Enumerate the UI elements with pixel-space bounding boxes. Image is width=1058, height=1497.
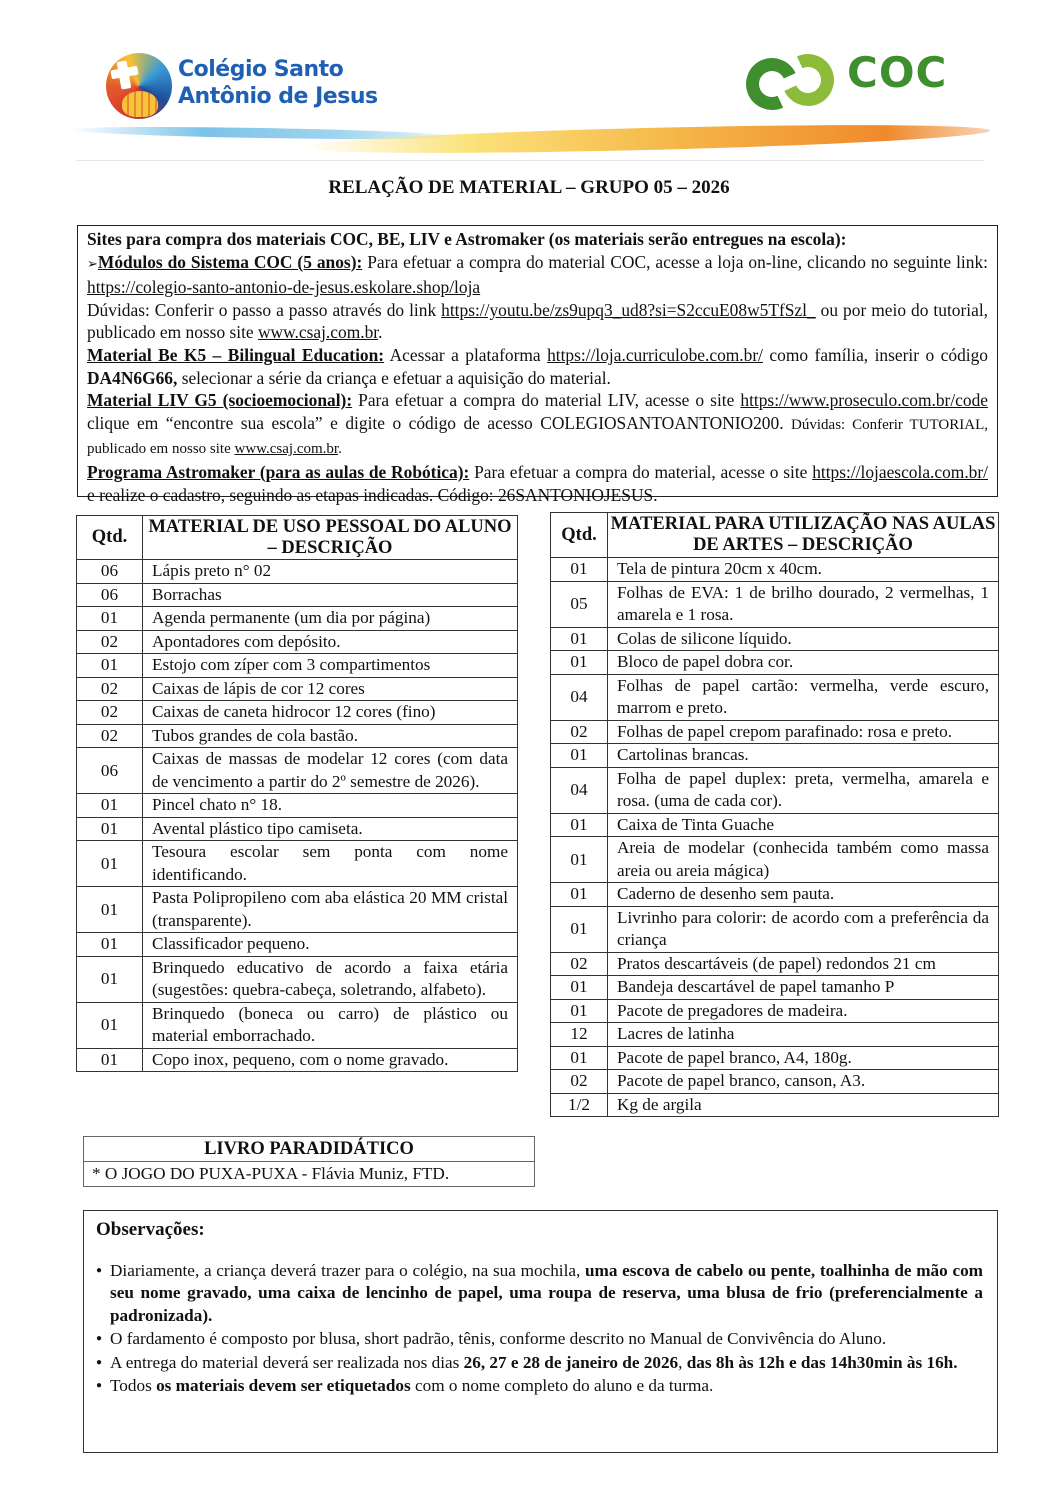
table-row: [551, 976, 999, 1000]
coc-instructions: ➢Módulos do Sistema COC (5 anos): Para efetuar a compra do material COC, acesse a loja on-line, clicando no seguinte link: https://colegio-santo-antonio-de-jesus.eskolare.shop/loja: [87, 251, 988, 298]
description-cell: Agenda permanente (um dia por página): [143, 607, 518, 631]
description-cell: Caderno de desenho sem pauta.: [608, 883, 999, 907]
quantity-cell: 12: [551, 1023, 608, 1047]
table-row: [77, 794, 518, 818]
quantity-cell: 02: [551, 1070, 608, 1094]
quantity-cell: 05: [551, 581, 608, 627]
youtube-tutorial-link[interactable]: https://youtu.be/zs9upq3_ud8?si=S2ccuE08w5TfSzl_: [441, 299, 816, 320]
quantity-cell: 01: [77, 654, 143, 678]
school-logo: [106, 50, 406, 122]
table-row: [77, 887, 518, 933]
quantity-cell: 02: [77, 677, 143, 701]
description-cell: Caixas de massas de modelar 12 cores (com data de vencimento a partir do 2º semestre de 2026).: [143, 748, 518, 794]
quantity-cell: 02: [551, 720, 608, 744]
observation-item: ● O fardamento é composto por blusa, short padrão, tênis, conforme descrito no Manual de Convivência do Aluno.: [96, 1328, 983, 1351]
arrow-bullet-icon: ➢: [87, 256, 98, 272]
quantity-cell: 01: [551, 1046, 608, 1070]
description-cell: Avental plástico tipo camiseta.: [143, 817, 518, 841]
table-row: [551, 744, 999, 768]
quantity-cell: 01: [77, 1002, 143, 1048]
table-row: [551, 952, 999, 976]
arts-material-table: [550, 512, 999, 1117]
table-row: [77, 841, 518, 887]
description-cell: Classificador pequeno.: [143, 933, 518, 957]
be-code: DA4N6G66,: [87, 367, 178, 388]
description-cell: Folhas de papel crepom parafinado: rosa e preto.: [608, 720, 999, 744]
table-row: [551, 906, 999, 952]
quantity-cell: 04: [551, 767, 608, 813]
description-cell: Borrachas: [143, 583, 518, 607]
curriculobe-link[interactable]: https://loja.curriculobe.com.br/: [547, 344, 763, 365]
table-row: [551, 558, 999, 582]
csaj-site-link[interactable]: www.csaj.com.br: [258, 322, 379, 343]
description-cell: Pincel chato n° 18.: [143, 794, 518, 818]
table-row: [77, 677, 518, 701]
description-cell: Pratos descartáveis (de papel) redondos 21 cm: [608, 952, 999, 976]
bullet-icon: ●: [96, 1380, 103, 1391]
description-cell: Apontadores com depósito.: [143, 630, 518, 654]
table-row: [551, 1046, 999, 1070]
description-cell: Tesoura escolar sem ponta com nome identificando.: [143, 841, 518, 887]
table-row: [77, 724, 518, 748]
lojaescola-link[interactable]: https://lojaescola.com.br/: [812, 461, 988, 482]
description-cell: Caixas de lápis de cor 12 cores: [143, 677, 518, 701]
description-cell: Pacote de papel branco, canson, A3.: [608, 1070, 999, 1094]
description-cell: Caixas de caneta hidrocor 12 cores (fino): [143, 701, 518, 725]
quantity-cell: 01: [77, 956, 143, 1002]
personal-material-table: [76, 515, 518, 1072]
table-header-row: [77, 516, 518, 560]
purchase-sites-box: [77, 225, 998, 505]
quantity-cell: 01: [77, 933, 143, 957]
bullet-icon: ●: [96, 1264, 103, 1276]
quantity-cell: 01: [77, 607, 143, 631]
table-row: [551, 720, 999, 744]
proseculo-link[interactable]: https://www.proseculo.com.br/code: [740, 390, 988, 411]
table-row: [77, 654, 518, 678]
description-cell: Pacote de papel branco, A4, 180g.: [608, 1046, 999, 1070]
quantity-cell: 01: [77, 817, 143, 841]
quantity-cell: 01: [551, 976, 608, 1000]
quantity-cell: 06: [77, 748, 143, 794]
table-body: [77, 560, 518, 1072]
table-row: [551, 1070, 999, 1094]
quantity-cell: 01: [551, 906, 608, 952]
quantity-cell: 02: [77, 724, 143, 748]
quantity-cell: 02: [551, 952, 608, 976]
be-instructions: Material Be K5 – Bilingual Education: Acessar a plataforma https://loja.curriculobe.com.br/ como família, inserir o código DA4N6G66, selecionar a série da criança e efetuar a aquisição do material.: [87, 344, 988, 388]
table-row: [551, 627, 999, 651]
description-cell: Lacres de latinha: [608, 1023, 999, 1047]
observations-box: [83, 1210, 998, 1453]
table-row: [551, 883, 999, 907]
table-row: [77, 933, 518, 957]
table-body: [551, 558, 999, 1117]
observation-item: ● A entrega do material deverá ser realizada nos dias 26, 27 e 28 de janeiro de 2026, das 8h às 12h e das 14h30min às 16h.: [96, 1352, 983, 1375]
table-row: [77, 607, 518, 631]
table-row: [77, 956, 518, 1002]
description-cell: Copo inox, pequeno, com o nome gravado.: [143, 1048, 518, 1072]
coc-wordmark: COC: [847, 48, 948, 97]
quantity-cell: 01: [551, 651, 608, 675]
letterhead: [0, 0, 1058, 165]
shell-icon: [122, 91, 158, 117]
table-row: [77, 1048, 518, 1072]
description-cell: Folha de papel duplex: preta, vermelha, amarela e rosa. (uma de cada cor).: [608, 767, 999, 813]
sites-heading: Sites para compra dos materiais COC, BE, LIV e Astromaker (os materiais serão entregues na escola):: [87, 229, 847, 249]
quantity-cell: 01: [551, 744, 608, 768]
quantity-cell: 01: [551, 999, 608, 1023]
description-cell: Brinquedo educativo de acordo a faixa etária (sugestões: quebra-cabeça, soletrando, alfabeto).: [143, 956, 518, 1002]
divider: [76, 160, 984, 161]
table-row: [551, 581, 999, 627]
description-cell: Kg de argila: [608, 1093, 999, 1117]
quantity-cell: 01: [77, 887, 143, 933]
coc-doubts: Dúvidas: Conferir o passo a passo através do link https://youtu.be/zs9upq3_ud8?si=S2ccuE08w5TfSzl_ ou por meio do tutorial, publicado em nosso site www.csaj.com.br.: [87, 299, 988, 343]
description-cell: Pasta Polipropileno com aba elástica 20 MM cristal (transparente).: [143, 887, 518, 933]
description-cell: Lápis preto n° 02: [143, 560, 518, 584]
school-name: Colégio Santo Antônio de Jesus: [178, 57, 378, 109]
description-cell: Colas de silicone líquido.: [608, 627, 999, 651]
column-header-qty: Qtd.: [551, 513, 608, 558]
table-row: [551, 1093, 999, 1117]
page-title: RELAÇÃO DE MATERIAL – GRUPO 05 – 2026: [328, 177, 730, 198]
quantity-cell: 01: [551, 837, 608, 883]
column-header-description: MATERIAL PARA UTILIZAÇÃO NAS AULAS DE ARTES – DESCRIÇÃO: [608, 513, 999, 558]
quantity-cell: 1/2: [551, 1093, 608, 1117]
quantity-cell: 01: [551, 627, 608, 651]
description-cell: Tubos grandes de cola bastão.: [143, 724, 518, 748]
quantity-cell: 02: [77, 630, 143, 654]
coc-logo: [742, 48, 962, 118]
column-header-description: MATERIAL DE USO PESSOAL DO ALUNO – DESCRIÇÃO: [143, 516, 518, 560]
quantity-cell: 01: [77, 841, 143, 887]
book-table-header: LIVRO PARADIDÁTICO: [84, 1137, 535, 1162]
observations-heading: Observações:: [96, 1219, 205, 1240]
table-row: [77, 560, 518, 584]
quantity-cell: 06: [77, 583, 143, 607]
table-row: [77, 817, 518, 841]
table-row: [551, 813, 999, 837]
table-row: [77, 748, 518, 794]
observation-item: ● Todos os materiais devem ser etiquetados com o nome completo do aluno e da turma.: [96, 1375, 983, 1398]
description-cell: Cartolinas brancas.: [608, 744, 999, 768]
description-cell: Caixa de Tinta Guache: [608, 813, 999, 837]
description-cell: Bloco de papel dobra cor.: [608, 651, 999, 675]
coc-store-link[interactable]: https://colegio-santo-antonio-de-jesus.eskolare.shop/loja: [87, 277, 481, 298]
description-cell: Pacote de pregadores de madeira.: [608, 999, 999, 1023]
table-row: [551, 651, 999, 675]
table-row: [551, 1023, 999, 1047]
school-emblem-icon: [106, 53, 172, 119]
table-row: [77, 630, 518, 654]
csaj-site-link[interactable]: www.csaj.com.br: [234, 441, 339, 458]
table-row: [551, 674, 999, 720]
quantity-cell: 01: [77, 1048, 143, 1072]
description-cell: Tela de pintura 20cm x 40cm.: [608, 558, 999, 582]
quantity-cell: 06: [77, 560, 143, 584]
decorative-swoosh: [300, 120, 990, 159]
table-row: [551, 999, 999, 1023]
book-table: [83, 1136, 535, 1187]
description-cell: Livrinho para colorir: de acordo com a preferência da criança: [608, 906, 999, 952]
description-cell: Brinquedo (boneca ou carro) de plástico ou material emborrachado.: [143, 1002, 518, 1048]
liv-instructions: Material LIV G5 (socioemocional): Para efetuar a compra do material LIV, acesse o site https://www.proseculo.com.br/code clique em “encontre sua escola” e digite o código de acesso COLEGIOSANTOANTONIO200. Dúvidas: Conferir TUTORIAL, publicado em nosso site www.csaj.com.br.: [87, 390, 989, 458]
quantity-cell: 01: [551, 883, 608, 907]
table-row: [551, 837, 999, 883]
bullet-icon: ●: [96, 1356, 103, 1368]
observations-list: [96, 1260, 983, 1398]
table-row: [77, 583, 518, 607]
quantity-cell: 01: [551, 558, 608, 582]
quantity-cell: 01: [77, 794, 143, 818]
table-row: [551, 767, 999, 813]
quantity-cell: 02: [77, 701, 143, 725]
description-cell: Folhas de EVA: 1 de brilho dourado, 2 vermelhas, 1 amarela e 1 rosa.: [608, 581, 999, 627]
table-row: [77, 701, 518, 725]
bullet-icon: ●: [96, 1333, 103, 1344]
quantity-cell: 04: [551, 674, 608, 720]
column-header-qty: Qtd.: [77, 516, 143, 560]
description-cell: Estojo com zíper com 3 compartimentos: [143, 654, 518, 678]
table-row: [77, 1002, 518, 1048]
description-cell: Areia de modelar (conhecida também como massa areia ou areia mágica): [608, 837, 999, 883]
book-item: * O JOGO DO PUXA-PUXA - Flávia Muniz, FTD.: [84, 1162, 535, 1187]
description-cell: Bandeja descartável de papel tamanho P: [608, 976, 999, 1000]
quantity-cell: 01: [551, 813, 608, 837]
table-header-row: [551, 513, 999, 558]
description-cell: Folhas de papel cartão: vermelha, verde escuro, marrom e preto.: [608, 674, 999, 720]
observation-item: ● Diariamente, a criança deverá trazer para o colégio, na sua mochila, uma escova de cabelo ou pente, toalhinha de mão com seu nome gravado, uma caixa de lencinho de papel, uma roupa de reserva, uma blusa de frio (preferencialmente a padronizada).: [96, 1260, 983, 1325]
astromaker-instructions: Programa Astromaker (para as aulas de Robótica): Para efetuar a compra do material, acesse o site https://lojaescola.com.br/ e realize o cadastro, seguindo as etapas indicadas. Código: 26SANTONIOJESUS.: [87, 461, 988, 505]
